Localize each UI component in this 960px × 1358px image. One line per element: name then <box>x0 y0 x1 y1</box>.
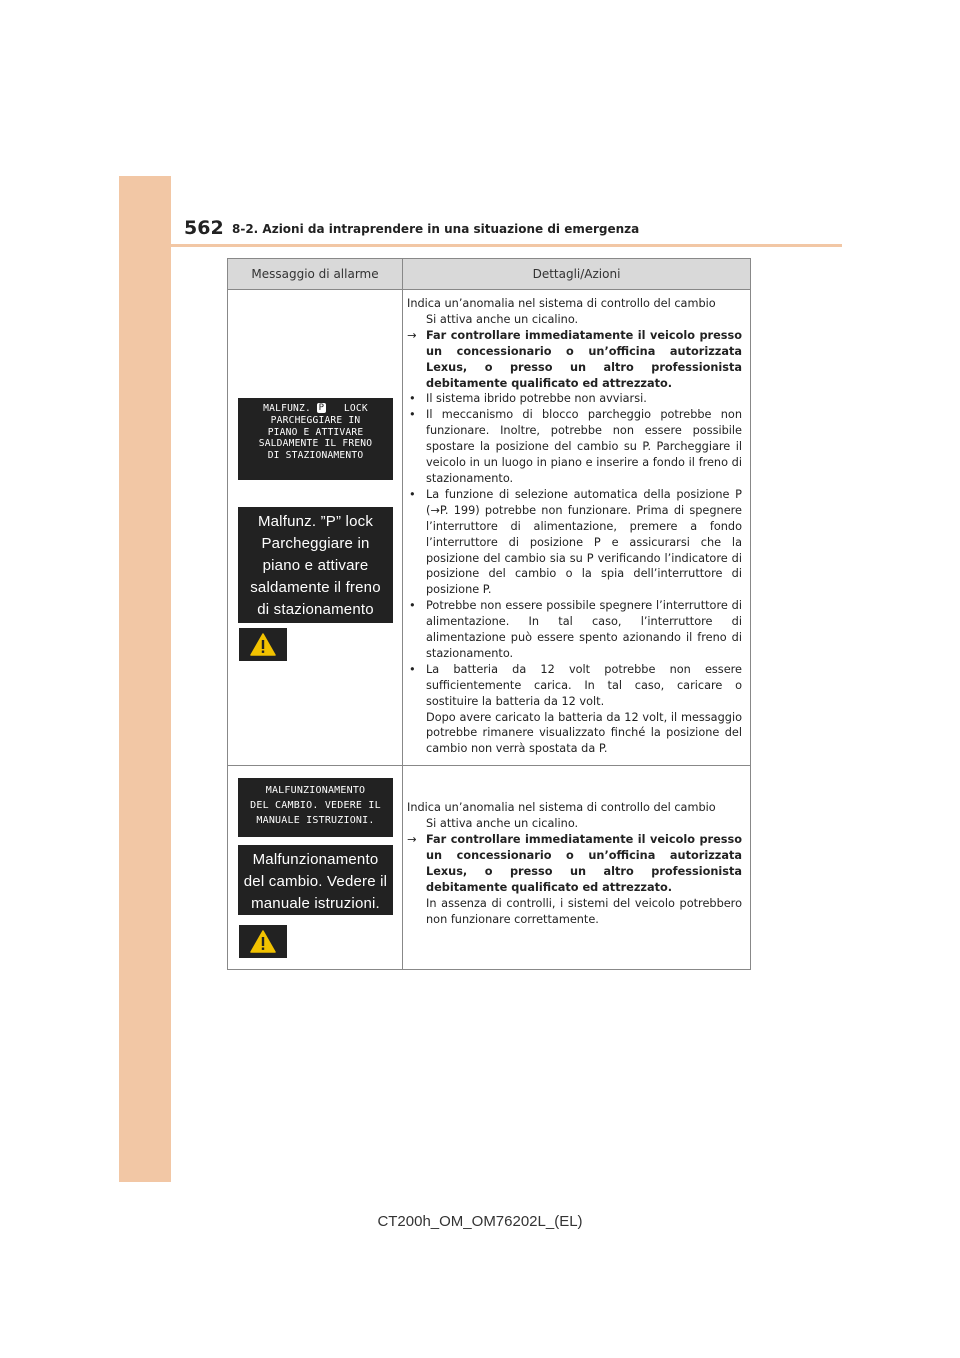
warning-triangle-icon <box>250 930 276 953</box>
multi-info-display-small: MALFUNZ. P LOCK PARCHEGGIARE IN PIANO E ATTIVARE SALDAMENTE IL FRENO DI STAZIONAMENTO <box>238 398 393 480</box>
list-item: • Potrebbe non essere possibile spegnere l’interruttore di alimentazione. In tal caso, l’interruttore di alimentazione può essere spento azionando il freno di stazionamento. <box>409 599 742 660</box>
page-number: 562 <box>184 217 224 239</box>
details-sub: Si attiva anche un cicalino. <box>426 817 579 831</box>
action-instruction: → Far controllare immediatamente il veicolo presso un concessionario o un’officina autorizzata Lexus, o presso un altro professionista debitamente qualificato ed attrezzato. <box>407 328 742 390</box>
table-row <box>228 766 751 970</box>
section-title: 8-2. Azioni da intraprendere in una situazione di emergenza <box>232 222 640 236</box>
warning-light <box>239 925 287 958</box>
table-row <box>228 290 751 766</box>
multi-info-display-large: Malfunzionamento del cambio. Vedere il manuale istruzioni. <box>238 845 393 915</box>
details-intro: Indica un’anomalia nel sistema di controllo del cambio <box>407 297 716 310</box>
multi-info-display-large: Malfunz. ”P” lock Parcheggiare in piano e attivare saldamente il freno di stazionamento <box>238 507 393 623</box>
chapter-sidebar-tab <box>119 176 171 1182</box>
details-note: Dopo avere caricato la batteria da 12 volt, il messaggio potrebbe rimanere visualizzato finché la posizione del cambio non verrà spostata da P. <box>426 710 742 756</box>
column-header-message: Messaggio di allarme <box>228 259 403 290</box>
list-item: • La batteria da 12 volt potrebbe non essere sufficientemente carica. In tal caso, caricare o sostituire la batteria da 12 volt. <box>409 662 742 708</box>
details-cell <box>403 766 751 970</box>
details-sub: Si attiva anche un cicalino. <box>426 312 579 326</box>
message-image-cell <box>228 766 403 970</box>
list-item: • Il meccanismo di blocco parcheggio potrebbe non funzionare. Inoltre, potrebbe non essere possibile spostare la posizione del cambio su P. Parcheggiare il veicolo in un luogo in piano e inserire a fondo il freno di stazionamento. <box>409 408 742 485</box>
details-cell <box>403 290 751 766</box>
document-code-footer: CT200h_OM_OM76202L_(EL) <box>377 1213 583 1230</box>
warning-light <box>239 628 287 661</box>
header-rule <box>171 244 842 247</box>
warning-message-table <box>227 258 751 970</box>
multi-info-display-small: MALFUNZIONAMENTO DEL CAMBIO. VEDERE IL MANUALE ISTRUZIONI. <box>238 778 393 837</box>
p-position-icon: P <box>318 403 325 413</box>
message-image-cell <box>228 290 403 766</box>
details-intro: Indica un’anomalia nel sistema di controllo del cambio <box>407 801 716 815</box>
list-item: • La funzione di selezione automatica della posizione P (→P. 199) potrebbe non funzionare. Prima di spegnere l’interruttore di alimentazione, premere a fondo l’interruttore di posizione P e assicurarsi che la posizione del cambio sia su P verificando l’indicatore di posizione del cambio o la spia dell’interruttore di posizione P. <box>409 487 742 597</box>
action-instruction: → Far controllare immediatamente il veicolo presso un concessionario o un’officina autorizzata Lexus, o presso un altro professionista debitamente qualificato ed attrezzato. <box>407 833 742 894</box>
list-item: • Il sistema ibrido potrebbe non avviarsi. <box>409 392 647 406</box>
column-header-details: Dettagli/Azioni <box>403 259 751 290</box>
warning-triangle-icon <box>250 633 276 656</box>
details-note: In assenza di controlli, i sistemi del veicolo potrebbero non funzionare correttamente. <box>426 896 742 926</box>
